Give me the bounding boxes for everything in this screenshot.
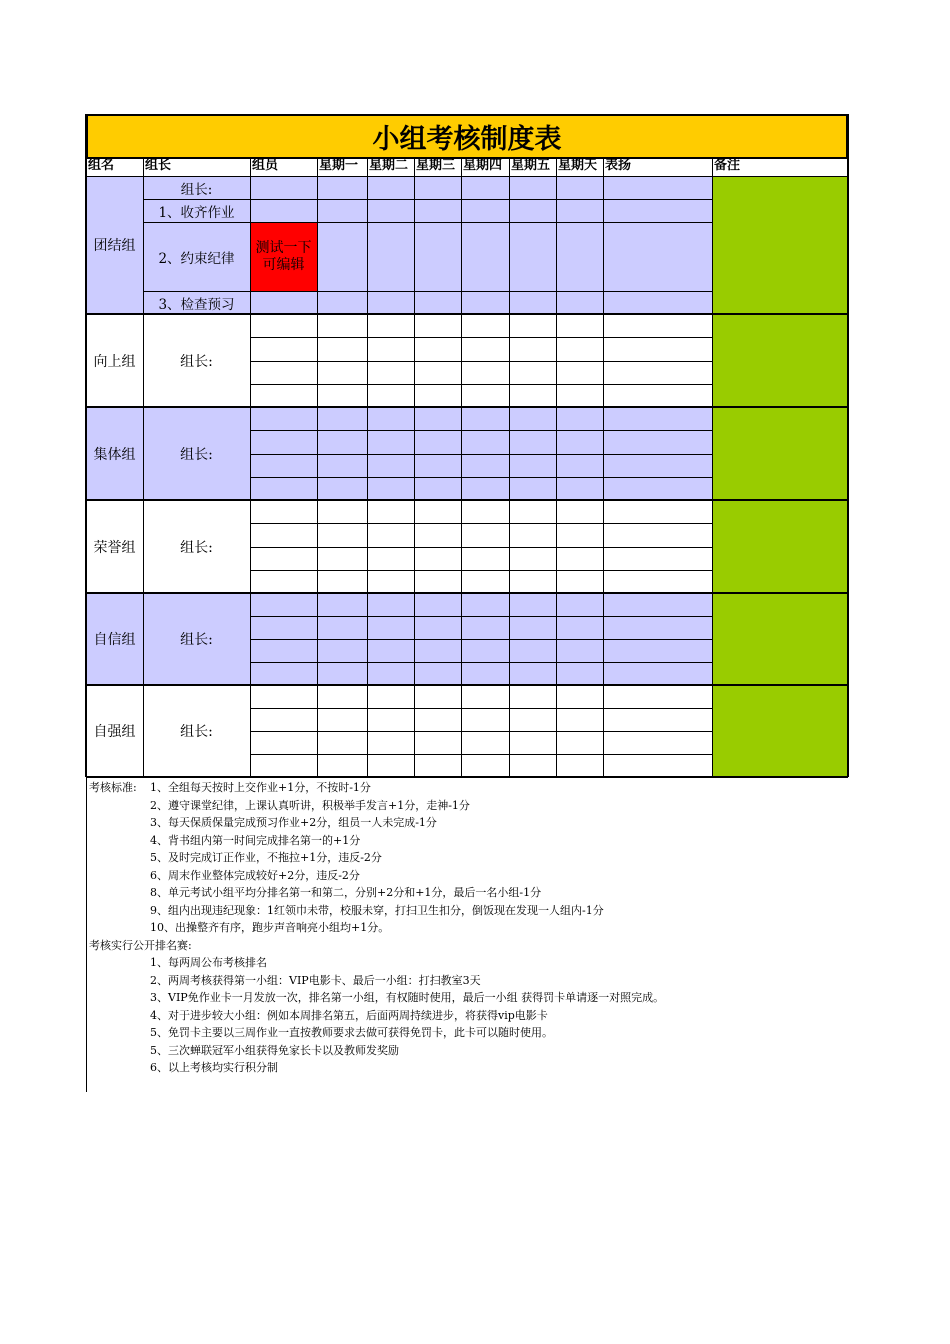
remark-cell[interactable] [712, 500, 848, 593]
grid-line [317, 158, 318, 777]
grid-line [86, 313, 848, 315]
grid-line [86, 176, 848, 177]
notes-standard-item: 6、周末作业整体完成较好+2分，违反-2分 [150, 868, 360, 882]
grid-line [317, 222, 712, 223]
grid-line [250, 662, 712, 663]
notes-standard-item: 3、每天保质保量完成预习作业+2分，组员一人未完成-1分 [150, 816, 437, 829]
grid-line [143, 291, 250, 292]
leader-duty-row: 2、约束纪律 [158, 250, 235, 267]
grid-line [86, 158, 848, 159]
notes-ranking-item: 5、三次蝉联冠军小组获得免家长卡以及教师发奖励 [150, 1043, 399, 1057]
sheet-title: 小组考核制度表 [86, 114, 848, 159]
notes-standard-item: 8、单元考试小组平均分排名第一和第二，分别+2分和+1分，最后一名小组-1分 [150, 886, 542, 899]
grid-line [86, 406, 848, 408]
header-cell: 组长 [145, 158, 172, 173]
notes-standard-item: 10、出操整齐有序，跑步声音响亮小组均+1分。 [150, 921, 390, 934]
notes-standard-item: 1、全组每天按时上交作业+1分，不按时-1分 [150, 781, 371, 794]
notes-standard-item: 4、背书组内第一时间完成排名第一的+1分 [150, 833, 361, 847]
grid-line [250, 639, 712, 640]
header-cell: 组名 [88, 158, 115, 173]
remark-cell[interactable] [712, 407, 848, 500]
grid-line [250, 523, 712, 524]
header-cell: 组员 [252, 158, 279, 173]
grid-line [367, 158, 368, 777]
leader-duty-row: 组长: [180, 181, 213, 198]
header-cell: 星期一 [319, 158, 359, 173]
header-cell: 星期二 [369, 158, 409, 173]
grid-line [712, 158, 713, 777]
notes-ranking-item: 2、两周考核获得第一小组：VIP电影卡、最后一小组：打扫教室3天 [150, 973, 481, 987]
grid-line [86, 499, 848, 501]
group-leader: 组长: [180, 632, 213, 648]
notes-standard-item: 2、遵守课堂纪律，上课认真听讲，积极举手发言+1分，走神-1分 [150, 798, 470, 812]
grid-line [250, 222, 317, 223]
header-cell: 星期五 [511, 158, 551, 173]
grid-line [86, 776, 848, 778]
test-edit-cell[interactable]: 测试一下可编辑 [250, 222, 317, 291]
leader-duty-row: 1、收齐作业 [158, 204, 235, 221]
remark-cell[interactable] [712, 593, 848, 685]
group-name: 自信组 [93, 632, 136, 648]
group-name: 自强组 [93, 724, 136, 740]
grid-line [250, 708, 712, 709]
grid-line [250, 616, 712, 617]
grid-line [250, 477, 712, 478]
remark-cell[interactable] [712, 685, 848, 777]
grid-line [250, 337, 712, 338]
grid-line [250, 731, 712, 732]
header-cell: 星期三 [416, 158, 456, 173]
grid-line [143, 222, 250, 223]
notes-ranking-label: 考核实行公开排名赛: [89, 938, 192, 952]
grid-line [603, 158, 604, 777]
remark-cell[interactable] [712, 176, 848, 314]
grid-line [250, 547, 712, 548]
group-leader: 组长: [180, 724, 213, 740]
leader-duty-row: 3、检查预习 [158, 296, 235, 313]
notes-standard-item: 9、组内出现违纪现象：1红领巾未带，校服未穿，打扫卫生扣分，倒饭现在发现一人组内-1分 [150, 903, 604, 917]
grid-line [509, 158, 510, 777]
group-name: 团结组 [93, 238, 136, 254]
group-leader: 组长: [180, 353, 213, 370]
group-leader: 组长: [180, 446, 213, 463]
grid-line [250, 291, 317, 292]
grid-line [86, 777, 87, 1092]
grid-line [86, 592, 848, 594]
group-leader: 组长: [180, 539, 213, 556]
grid-line [143, 199, 250, 200]
notes-ranking-item: 3、VIP免作业卡一月发放一次，排名第一小组，有权随时使用，最后一小组 获得罚卡单请逐一对照完成。 [150, 991, 665, 1004]
notes-standard-label: 考核标准: [89, 781, 137, 794]
grid-line [250, 158, 251, 777]
grid-line [250, 454, 712, 455]
grid-line [250, 361, 712, 362]
grid-line [414, 158, 415, 777]
grid-line [85, 114, 87, 777]
grid-line [250, 384, 712, 385]
grid-line [250, 430, 712, 431]
header-cell: 星期天 [558, 158, 598, 173]
header-cell: 备注 [714, 158, 741, 173]
header-cell: 星期四 [463, 158, 503, 173]
remark-cell[interactable] [712, 314, 848, 407]
notes-standard-item: 5、及时完成订正作业，不拖拉+1分，违反-2分 [150, 851, 382, 864]
grid-line [317, 291, 712, 292]
grid-line [143, 158, 144, 777]
grid-line [86, 684, 848, 686]
group-name: 荣誉组 [93, 539, 136, 556]
grid-line [461, 158, 462, 777]
notes-ranking-item: 4、对于进步较大小组：例如本周排名第五，后面两周持续进步，将获得vip电影卡 [150, 1008, 548, 1022]
grid-line [250, 754, 712, 755]
header-cell: 表扬 [605, 158, 632, 173]
group-name: 集体组 [93, 446, 136, 463]
grid-line [317, 199, 712, 200]
group-name: 向上组 [93, 353, 136, 370]
notes-ranking-item: 6、以上考核均实行积分制 [150, 1061, 278, 1074]
notes-ranking-item: 1、每两周公布考核排名 [150, 956, 267, 969]
notes-ranking-item: 5、免罚卡主要以三周作业一直按教师要求去做可获得免罚卡，此卡可以随时使用。 [150, 1026, 553, 1039]
grid-line [250, 199, 317, 200]
grid-line [250, 570, 712, 571]
grid-line [556, 158, 557, 777]
grid-line [847, 114, 849, 777]
